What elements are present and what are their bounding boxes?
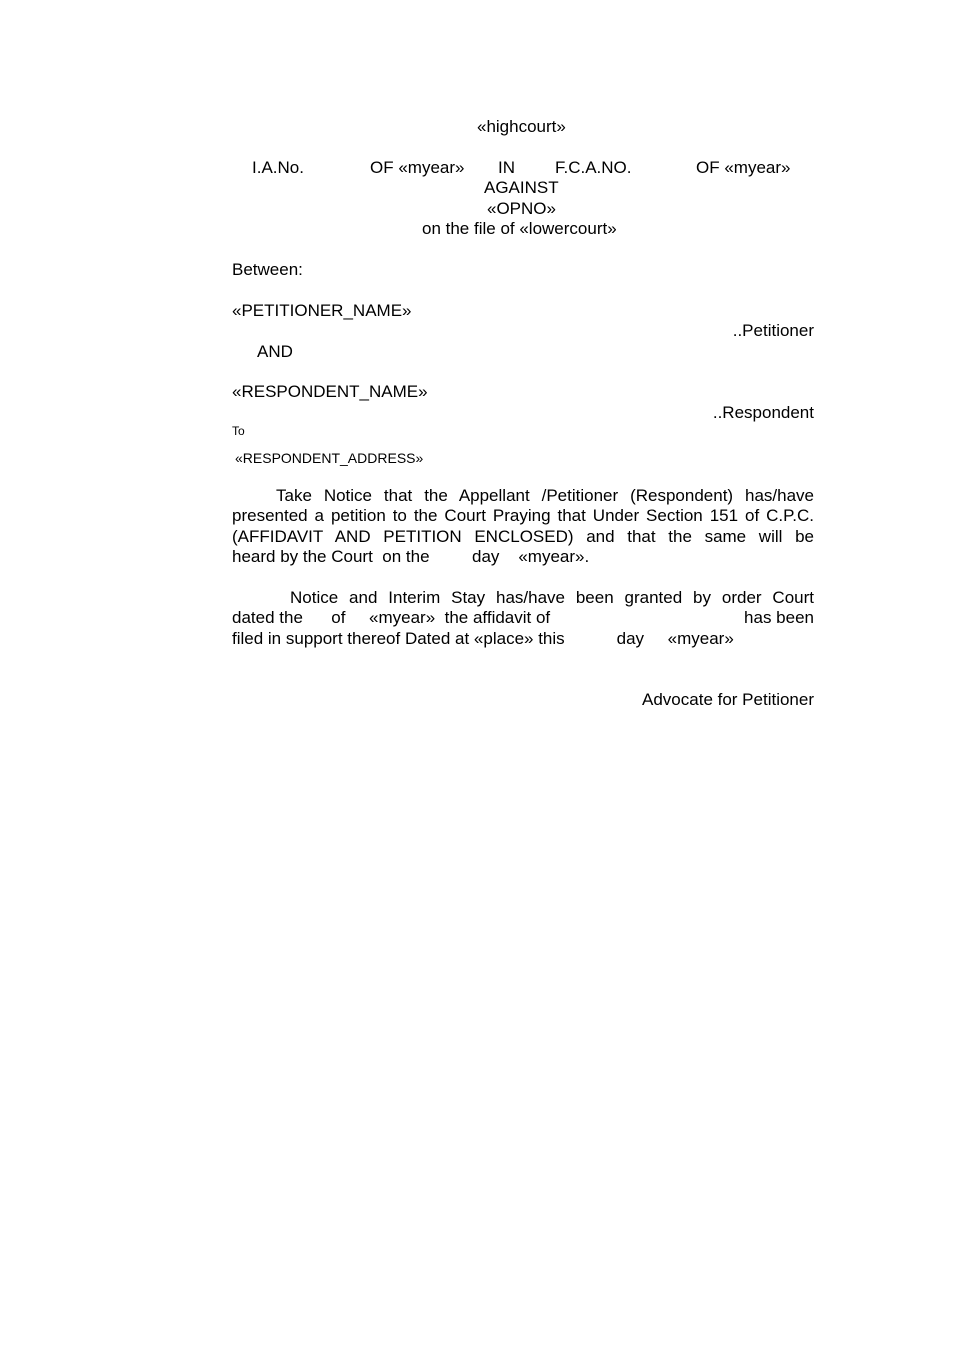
in-label: IN (498, 158, 515, 177)
to-label: To (232, 424, 245, 438)
notice-p1-line-3: (AFFIDAVIT AND PETITION ENCLOSED) and that the same will be (232, 526, 814, 546)
between-label: Between: (232, 260, 303, 279)
notice-p1-line-1-text: Take Notice that the Appellant /Petitioner (Respondent) has/have (276, 486, 814, 505)
high-court-name: «highcourt» (477, 117, 566, 136)
against-label: AGAINST (484, 178, 559, 197)
notice-p2-line-2-end: has been (744, 608, 814, 628)
notice-p2-line-2-start: dated the of «myear» the affidavit of (232, 608, 551, 628)
notice-paragraph-2 (232, 588, 814, 649)
notice-p1-line-1 (232, 486, 814, 506)
advocate-signature: Advocate for Petitioner (642, 690, 814, 709)
notice-paragraph-1 (232, 486, 814, 567)
op-number: «OPNO» (487, 199, 556, 218)
petitioner-role: ..Petitioner (732, 321, 814, 340)
notice-p1-line-4: heard by the Court on the day «myear». (232, 546, 590, 566)
notice-p1-line-2: presented a petition to the Court Praying that Under Section 151 of C.P.C. (232, 506, 814, 526)
and-label: AND (257, 342, 293, 361)
respondent-name: «RESPONDENT_NAME» (232, 382, 428, 401)
respondent-role: ..Respondent (712, 403, 814, 422)
notice-p2-line-3: filed in support thereof Dated at «place» this day «myear» (232, 628, 734, 648)
petitioner-name: «PETITIONER_NAME» (232, 301, 412, 320)
lower-court: on the file of «lowercourt» (422, 219, 617, 238)
fca-number-label: F.C.A.NO. (555, 158, 632, 177)
ia-year: OF «myear» (370, 158, 465, 177)
respondent-address: «RESPONDENT_ADDRESS» (235, 450, 424, 466)
ia-number-label: I.A.No. (252, 158, 304, 177)
notice-p2-line-2 (232, 608, 814, 628)
notice-p2-line-1: Notice and Interim Stay has/have been granted by order Court (290, 588, 814, 607)
fca-year: OF «myear» (696, 158, 791, 177)
